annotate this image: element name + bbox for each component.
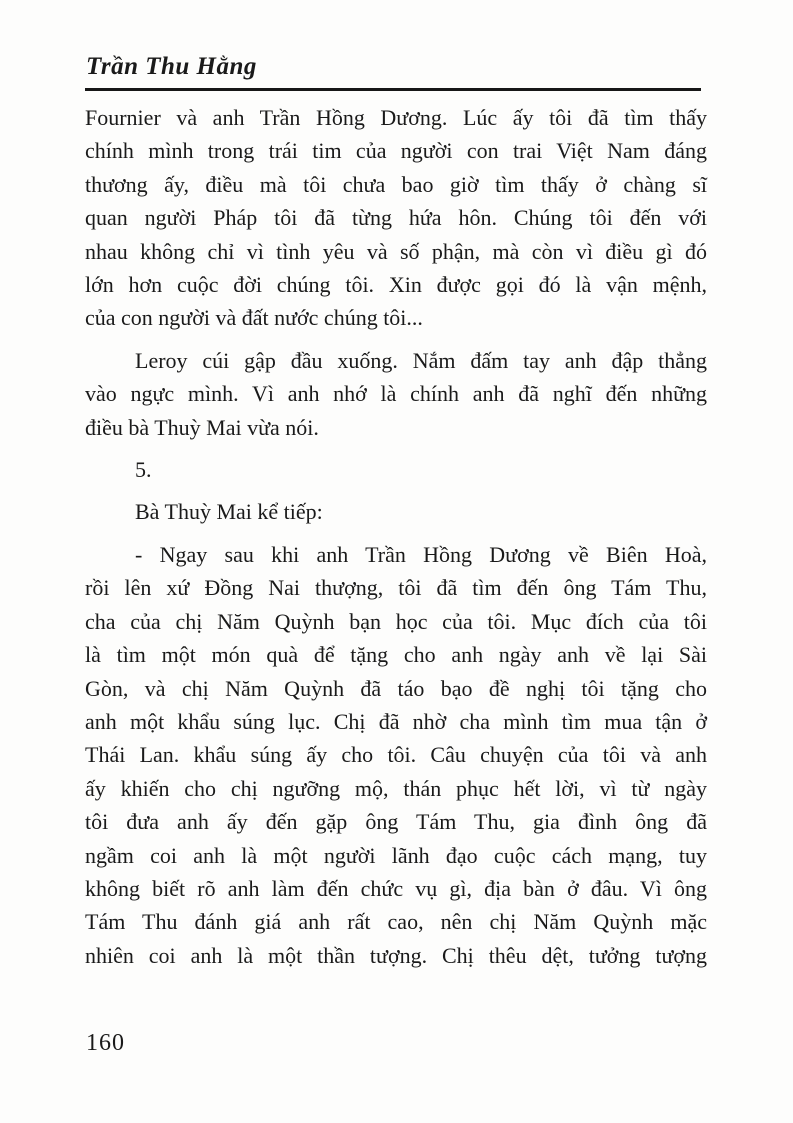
- text-line: - Ngay sau khi anh Trần Hồng Dương về Biên Hoà,: [135, 541, 707, 567]
- text-line: quan người Pháp tôi đã từng hứa hôn. Chúng tôi đến với: [85, 205, 707, 231]
- paragraph: [85, 495, 707, 528]
- text-line: thương ấy, điều mà tôi chưa bao giờ tìm thấy ở chàng sĩ: [85, 171, 707, 197]
- body-text: [85, 101, 707, 972]
- text-line: điều bà Thuỳ Mai vừa nói.: [85, 414, 319, 440]
- text-line: anh một khẩu súng lục. Chị đã nhờ cha mình tìm mua tận ở: [85, 708, 707, 734]
- text-line: Bà Thuỳ Mai kể tiếp:: [135, 499, 323, 525]
- text-line: Leroy cúi gập đầu xuống. Nắm đấm tay anh đập thẳng: [135, 347, 707, 373]
- text-line: là tìm một món quà để tặng cho anh ngày anh về lại Sài: [85, 642, 707, 668]
- text-line: tôi đưa anh ấy đến gặp ông Tám Thu, gia đình ông đã: [85, 809, 707, 835]
- paragraph: [85, 453, 707, 486]
- text-line: rồi lên xứ Đồng Nai thượng, tôi đã tìm đến ông Tám Thu,: [85, 575, 707, 601]
- paragraph: [85, 101, 707, 335]
- text-line: chính mình trong trái tim của người con trai Việt Nam đáng: [85, 138, 707, 164]
- text-line: Fournier và anh Trần Hồng Dương. Lúc ấy tôi đã tìm thấy: [85, 105, 707, 130]
- page-number: 160: [86, 1030, 125, 1056]
- text-line: Thái Lan. khẩu súng ấy cho tôi. Câu chuyện của tôi và anh: [85, 742, 707, 768]
- text-line: 5.: [135, 457, 152, 483]
- text-line: vào ngực mình. Vì anh nhớ là chính anh đã nghĩ đến những: [85, 381, 707, 407]
- text-line: không biết rõ anh làm đến chức vụ gì, địa bàn ở đâu. Vì ông: [85, 875, 707, 901]
- running-header-author: Trần Thu Hằng: [86, 53, 257, 80]
- text-line: Tám Thu đánh giá anh rất cao, nên chị Năm Quỳnh mặc: [85, 909, 707, 935]
- text-line: Gòn, và chị Năm Quỳnh đã táo bạo đề nghị tôi tặng cho: [85, 675, 707, 701]
- text-line: lớn hơn cuộc đời chúng tôi. Xin được gọi đó là vận mệnh,: [85, 272, 707, 298]
- text-line: cha của chị Năm Quỳnh bạn học của tôi. Mục đích của tôi: [85, 608, 707, 634]
- text-line: nhiên coi anh là một thần tượng. Chị thêu dệt, tưởng tượng: [85, 942, 707, 968]
- paragraph: [85, 344, 707, 444]
- text-line: nhau không chỉ vì tình yêu và số phận, mà còn vì điều gì đó: [85, 238, 707, 264]
- text-line: ấy khiến cho chị ngưỡng mộ, thán phục hết lời, vì từ ngày: [85, 775, 707, 801]
- text-line: của con người và đất nước chúng tôi...: [85, 305, 423, 331]
- paragraph: [85, 538, 707, 972]
- text-line: ngầm coi anh là một người lãnh đạo cuộc cách mạng, tuy: [85, 842, 707, 868]
- header-rule: [85, 88, 701, 91]
